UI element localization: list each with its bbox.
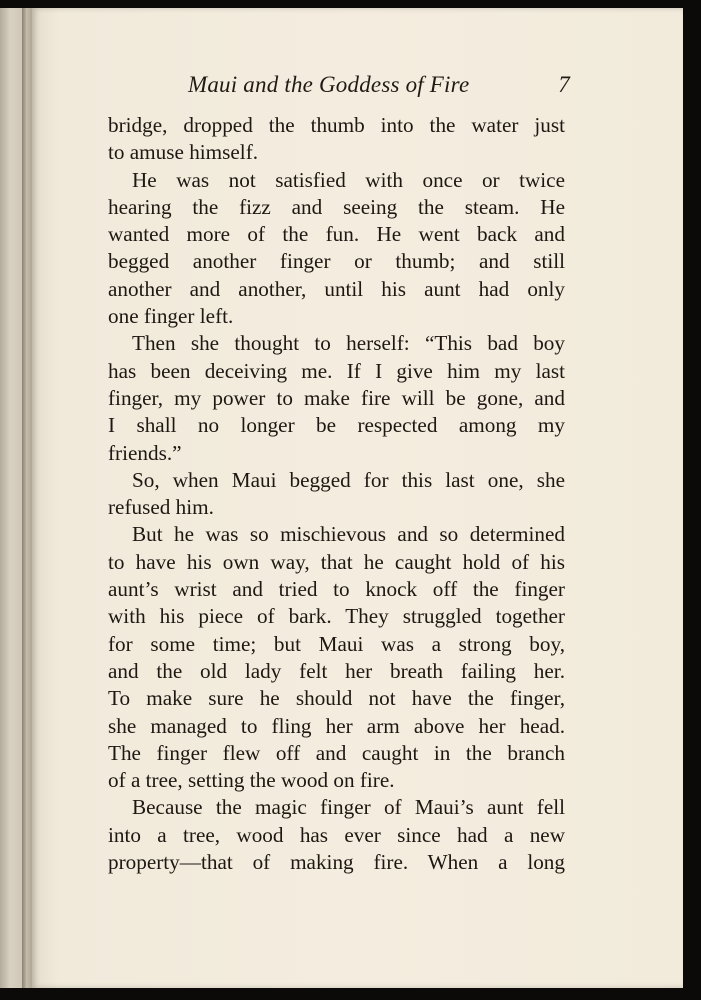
- text-line: one finger left.: [108, 304, 234, 329]
- text-line: finger, my power to make fire will be gone, and: [108, 385, 565, 410]
- book-page-edges: [0, 8, 34, 988]
- book-page: [32, 8, 683, 988]
- text-line: property—that of making fire. When a long: [108, 850, 565, 875]
- text-line: The finger flew off and caught in the branch: [108, 740, 565, 765]
- text-line: He was not satisfied with once or twice: [132, 167, 565, 192]
- text-line: into a tree, wood has ever since had a new: [108, 822, 565, 847]
- text-line: wanted more of the fun. He went back and: [108, 222, 565, 247]
- book-gutter: [22, 8, 26, 988]
- text-line: and the old lady felt her breath failing her.: [108, 658, 565, 683]
- text-line: Because the magic finger of Maui’s aunt fell: [132, 795, 565, 820]
- text-line: bridge, dropped the thumb into the water just: [108, 113, 565, 137]
- text-line: to have his own way, that he caught hold of his: [108, 549, 565, 574]
- text-line: But he was so mischievous and so determined: [132, 522, 565, 547]
- text-line: So, when Maui begged for this last one, she: [132, 467, 565, 492]
- text-line: to amuse himself.: [108, 140, 259, 165]
- text-line: has been deceiving me. If I give him my last: [108, 358, 565, 383]
- text-line: hearing the fizz and seeing the steam. He: [108, 194, 565, 219]
- text-line: friends.”: [108, 440, 182, 465]
- text-line: with his piece of bark. They struggled together: [108, 604, 565, 629]
- text-line: refused him.: [108, 495, 214, 520]
- text-line: of a tree, setting the wood on fire.: [108, 768, 395, 793]
- text-line: To make sure he should not have the finger,: [108, 686, 565, 711]
- text-line: begged another finger or thumb; and still: [108, 249, 565, 274]
- page-number: 7: [558, 72, 570, 97]
- text-line: Then she thought to herself: “This bad boy: [132, 331, 565, 356]
- text-line: for some time; but Maui was a strong boy,: [108, 631, 565, 656]
- body-text: [108, 112, 565, 876]
- text-line: she managed to fling her arm above her head.: [108, 713, 565, 738]
- running-head-title: Maui and the Goddess of Fire: [188, 72, 470, 97]
- text-line: aunt’s wrist and tried to knock off the finger: [108, 577, 565, 602]
- text-line: I shall no longer be respected among my: [108, 413, 565, 438]
- text-line: another and another, until his aunt had only: [108, 276, 565, 301]
